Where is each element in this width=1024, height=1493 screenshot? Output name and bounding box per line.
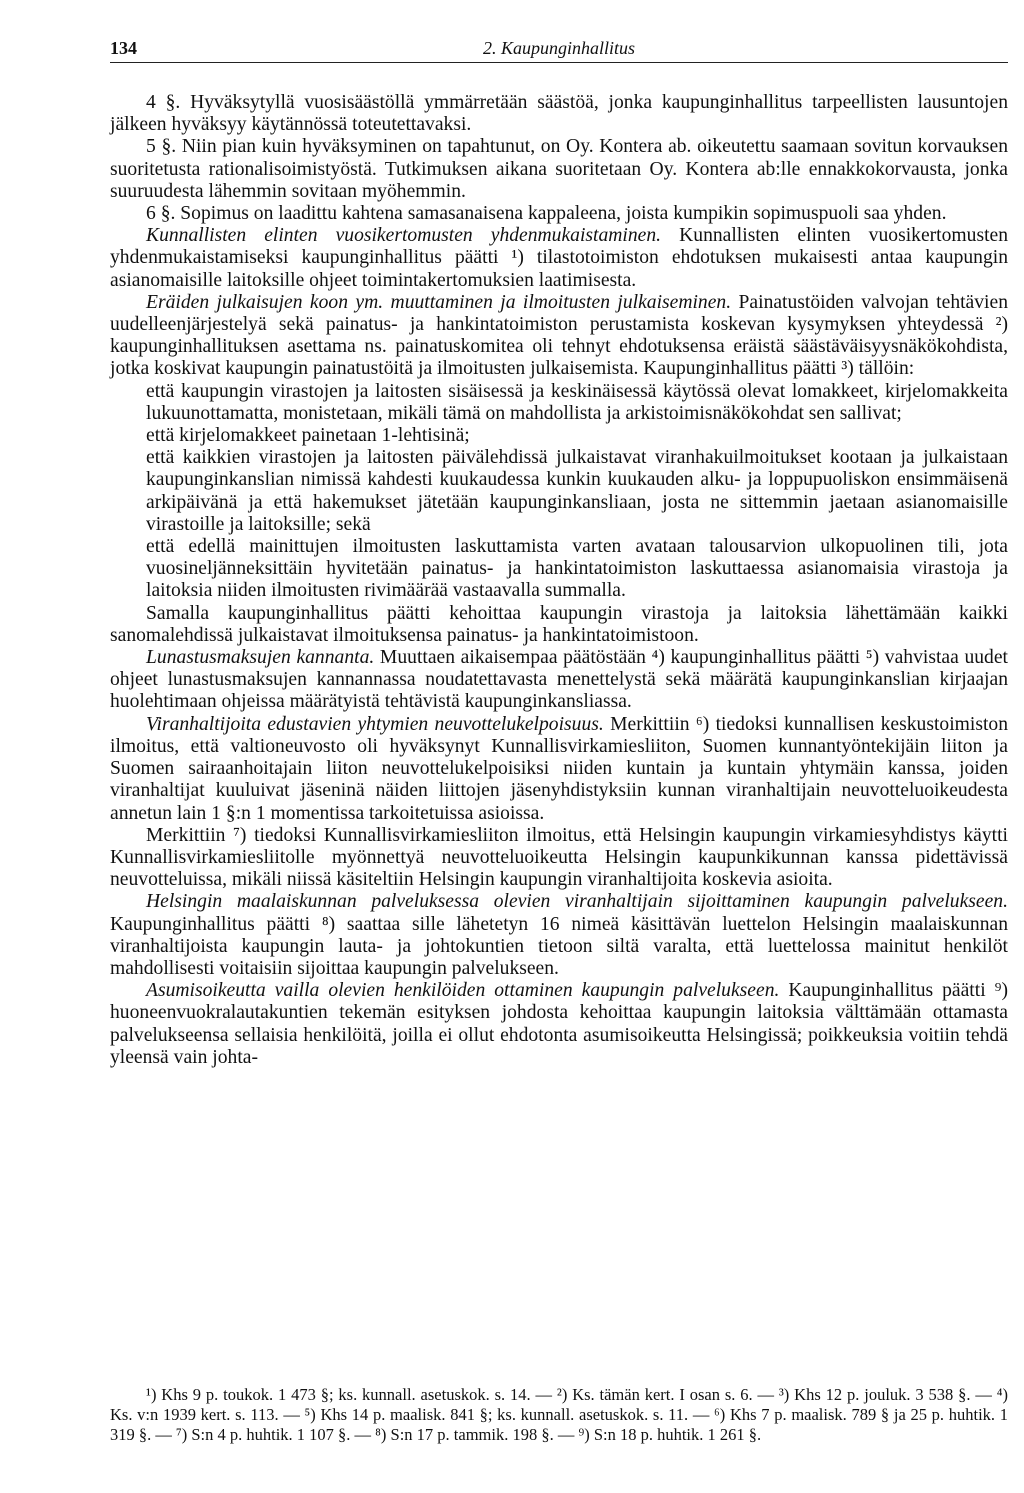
list-item bbox=[110, 381, 1008, 425]
paragraph-text: Painatustöiden valvojan tehtävien uudelleenjärjestelyä sekä painatus- ja hankintatoimiston perustamista koskevan kysymyksen yhteydessä ²) kaupunginhallituksen asettama ns. painatuskomitea oli tehnyt ehdotuksensa eräistä säästäväisyysnäkökohdista, jotka koskivat kaupungin painatustöitä ja ilmoitusten julkaisemista. Kaupunginhallitus päätti ³) tällöin: bbox=[110, 291, 1008, 380]
paragraph-text: Kunnallisten elinten vuosikertomusten yhdenmukaistamiseksi kaupunginhallitus päätti ¹) tilastotoimiston ehdotuksen mukaisesti antaa kaupungin asianomaisille laitoksille ohjeet toimintakertomuksien laatimisesta. bbox=[110, 225, 1009, 291]
paragraph-text: että kirjelomakkeet painetaan 1-lehtisinä; bbox=[146, 425, 470, 447]
paragraph bbox=[110, 603, 1008, 647]
list-item bbox=[110, 536, 1008, 603]
paragraph bbox=[110, 225, 1008, 292]
paragraph-text: Merkittiin ⁷) tiedoksi Kunnallisvirkamiesliiton ilmoitus, että Helsingin kaupungin virkamiesyhdistys käytti Kunnallisvirkamiesliitolle myönnettyä neuvotteluoikeutta Helsingin kaupunkikunnan kanssa pidettävissä neuvotteluissa, mikäli niissä käsiteltiin Helsingin kaupungin viranhaltijoita koskevia asioita. bbox=[110, 824, 1008, 891]
paragraph bbox=[110, 980, 1008, 1069]
section-heading: Kunnallisten elinten vuosikertomusten yhdenmukaistaminen. bbox=[146, 225, 662, 247]
paragraph-text: Kaupunginhallitus päätti ⁹) huoneenvuokralautakuntien tekemän esityksen johdosta kehoittaa kaupungin laitoksia välttämään ottamasta palvelukseensa sellaisia henkilöitä, joilla ei ollut ehdotonta asumisoikeutta Helsingissä; poikkeuksia voitiin tehdä yleensä vain johta- bbox=[110, 980, 1008, 1068]
paragraph-text: Samalla kaupunginhallitus päätti kehoittaa kaupungin virastoja ja laitoksia lähettämään kaikki sanomalehdissä julkaistavat ilmoituksensa painatus- ja hankintatoimistoon. bbox=[110, 602, 1008, 646]
page-header bbox=[110, 32, 1008, 63]
body-text bbox=[110, 92, 1008, 1069]
section-heading: Viranhaltijoita edustavien yhtymien neuvottelukelpoisuus. bbox=[146, 713, 604, 735]
paragraph-text: 4 §. Hyväksytyllä vuosisäästöllä ymmärretään säästöä, jonka kaupunginhallitus tarpeellisten lausuntojen jälkeen hyväksyy käytännössä toteutettavaksi. bbox=[110, 92, 1008, 136]
paragraph-text: 5 §. Niin pian kuin hyväksyminen on tapahtunut, on Oy. Kontera ab. oikeutettu saamaan sovitun korvauksen suoritetusta rationalisoimistyöstä. Tutkimuksen aikana suoritetaan Oy. Kontera ab:lle ennakkokorvausta, jonka suuruudesta lähemmin sovitaan myöhemmin. bbox=[110, 136, 1008, 202]
section-heading: Lunastusmaksujen kannanta. bbox=[146, 647, 375, 669]
paragraph bbox=[110, 714, 1008, 825]
list-item bbox=[110, 447, 1008, 536]
paragraph bbox=[110, 647, 1008, 714]
running-title: 2. Kaupunginhallitus bbox=[482, 38, 635, 58]
section-heading: Eräiden julkaisujen koon ym. muuttaminen ja ilmoitusten julkaiseminen. bbox=[146, 291, 732, 313]
paragraph-text: että edellä mainittujen ilmoitusten laskuttamista varten avataan talousarvion ulkopuolinen tili, jota vuosineljänneksittäin hyvitetään painatus- ja hankintatoimiston laskuttaessa asianomaisia virastoja ja laitoksia niiden ilmoitusten rivimäärää vastaavalla summalla. bbox=[146, 536, 1008, 602]
paragraph bbox=[110, 891, 1008, 980]
footnotes bbox=[110, 1385, 1008, 1445]
section-heading: Asumisoikeutta vailla olevien henkilöiden ottaminen kaupungin palvelukseen. bbox=[146, 980, 780, 1002]
paragraph-text: että kaupungin virastojen ja laitosten sisäisessä ja keskinäisessä käytössä olevat lomakkeet, kirjelomakkeita lukuunottamatta, monistetaan, mikäli tämä on mahdollista ja arkistoimisnäkökohdat sen sallivat; bbox=[146, 380, 1008, 424]
paragraph bbox=[110, 136, 1008, 203]
list-item bbox=[110, 425, 1008, 447]
footnote-text: ¹) Khs 9 p. toukok. 1 473 §; ks. kunnall. asetuskok. s. 14. — ²) Ks. tämän kert. I osan s. 6. — ³) Khs 12 p. jouluk. 3 538 §. — ⁴) Ks. v:n 1939 kert. s. 113. — ⁵) Khs 14 p. maalisk. 841 §; ks. kunnall. asetuskok. s. 11. — ⁶) Khs 7 p. maalisk. 789 § ja 25 p. huhtik. 1 319 §. — ⁷) S:n 4 p. huhtik. 1 107 §. — ⁸) S:n 17 p. tammik. 198 §. — ⁹) S:n 18 p. huhtik. 1 261 §. bbox=[110, 1385, 1008, 1444]
page-number: 134 bbox=[110, 38, 137, 58]
paragraph bbox=[110, 825, 1008, 892]
paragraph-text: Merkittiin ⁶) tiedoksi kunnallisen keskustoimiston ilmoitus, että valtioneuvosto oli hyväksynyt Kunnallisvirkamiesliiton, Suomen kunnantyöntekijäin liiton ja Suomen sairaanhoitajain liiton neuvottelukelpoisiksi niiden kuntain ja kuntain yhtymäin kanssa, joiden viranhaltijat kuuluivat jäseninä näiden liittojen jäsenyhdistyksiin kunnan viranhaltijain neuvotteluoikeudesta annetun lain 1 §:n 1 momentissa tarkoitetuissa asioissa. bbox=[110, 713, 1008, 824]
paragraph-text: että kaikkien virastojen ja laitosten päivälehdissä julkaistavat viranhakuilmoitukset kootaan ja julkaistaan kaupunginkanslian nimissä kahdesti kuukaudessa kunkin kuukauden alku- ja loppupuoliskon ensimmäisenä arkipäivänä ja että hakemukset jätetään kaupunginkansliaan, josta ne sittemmin jaetaan asianomaisille virastoille ja laitoksille; sekä bbox=[146, 447, 1008, 535]
paragraph-text: Kaupunginhallitus päätti ⁸) saattaa sille lähetetyn 16 nimeä käsittävän luettelon Helsingin maalaiskunnan viranhaltijoista kaupungin lauta- ja johtokuntien tietoon siltä varalta, että luettelossa mainitut henkilöt mahdollisesti voitaisiin sijoittaa kaupungin palvelukseen. bbox=[110, 913, 1008, 979]
section-heading: Helsingin maalaiskunnan palveluksessa olevien viranhaltijain sijoittaminen kaupungin palvelukseen. bbox=[146, 891, 1008, 913]
paragraph-text: Muuttaen aikaisempaa päätöstään ⁴) kaupunginhallitus päätti ⁵) vahvistaa uudet ohjeet lunastusmaksujen kannannassa noudatettavasta menettelystä sekä määrätä kaupunginkanslian kirjaajan huolehtimaan ohjeissa määrätyistä tehtävistä kaupunginkansliassa. bbox=[110, 647, 1008, 713]
paragraph-text: 6 §. Sopimus on laadittu kahtena samasanaisena kappaleena, joista kumpikin sopimuspuoli saa yhden. bbox=[146, 203, 947, 225]
paragraph bbox=[110, 92, 1008, 136]
paragraph bbox=[110, 292, 1008, 381]
paragraph bbox=[110, 203, 1008, 225]
